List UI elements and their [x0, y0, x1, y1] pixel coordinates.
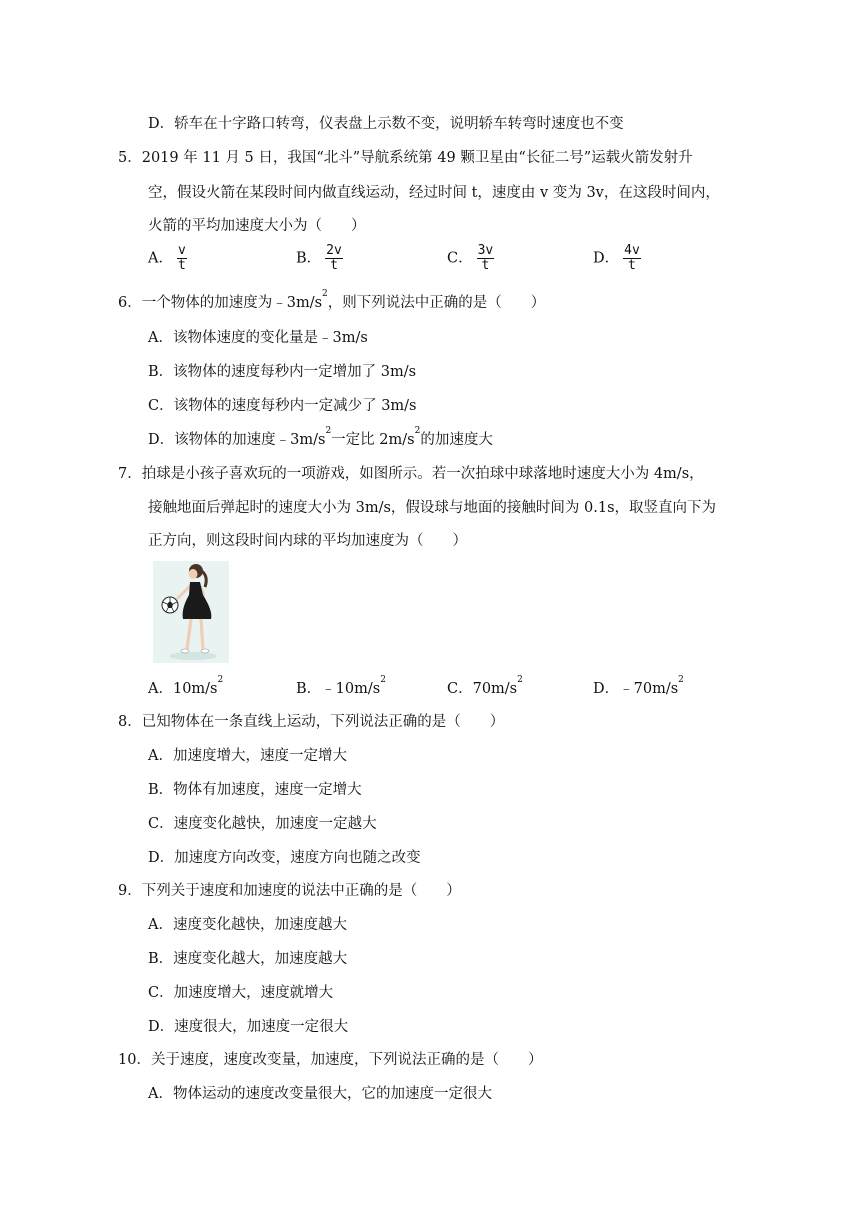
q5-stem-line3: 火箭的平均加速度大小为（ ） [148, 218, 366, 234]
superscript: 2 [380, 675, 386, 685]
q8-option-c: C．速度变化越快，加速度一定越大 [148, 816, 377, 832]
q6-stem-text-end: ，则下列说法中正确的是（ ） [327, 295, 546, 311]
q5-option-b [296, 244, 343, 273]
q7-stem-line3: 正方向，则这段时间内球的平均加速度为（ ） [148, 533, 467, 549]
fraction [325, 244, 343, 273]
q6-option-a: A．该物体速度的变化量是﹣3m/s [148, 330, 368, 346]
fraction-denominator: t [177, 258, 186, 273]
q6-stem-text: 6．一个物体的加速度为﹣3m/s [118, 295, 323, 311]
q6-option-d-text: D．该物体的加速度﹣3m/s [148, 432, 326, 448]
q6-option-c: C．该物体的速度每秒内一定减少了 3m/s [148, 398, 417, 414]
fraction-numerator: 2v [326, 243, 342, 258]
q5-option-d-letter: D． [593, 250, 620, 267]
fraction-numerator: 4v [624, 243, 640, 258]
q7-option-d-text: D．﹣70m/s [593, 681, 679, 697]
q5-option-b-letter: B． [296, 250, 322, 267]
fraction-numerator: 3v [477, 243, 494, 258]
q7-option-a-text: A．10m/s [148, 681, 218, 697]
q7-stem-line1: 7．拍球是小孩子喜欢玩的一项游戏，如图所示。若一次拍球中球落地时速度大小为 4m/s， [118, 466, 704, 482]
superscript: 2 [517, 675, 523, 685]
q6-option-b: B．该物体的速度每秒内一定增加了 3m/s [148, 364, 417, 380]
q7-option-b [296, 677, 386, 698]
q6-option-d-text-end: 的加速度大 [420, 432, 493, 448]
q6-option-d-text-mid: 一定比 2m/s [331, 432, 415, 448]
girl-bouncing-ball-illustration [153, 561, 229, 663]
q5-option-d [593, 244, 641, 273]
q8-option-b: B．物体有加速度，速度一定增大 [148, 782, 362, 798]
superscript: 2 [322, 289, 328, 299]
q9-option-b: B．速度变化越大，加速度越大 [148, 951, 348, 967]
q9-stem: 9．下列关于速度和加速度的说法中正确的是（ ） [118, 883, 461, 899]
girl-with-ball-icon [153, 561, 229, 663]
q6-stem [118, 291, 545, 312]
q7-option-b-text: B．﹣10m/s [296, 681, 381, 697]
q4-option-d: D．轿车在十字路口转弯，仪表盘上示数不变，说明轿车转弯时速度也不变 [148, 116, 624, 132]
fraction-numerator: v [177, 243, 186, 258]
q6-option-d [148, 428, 493, 449]
q5-stem-line2: 空，假设火箭在某段时间内做直线运动，经过时间 t，速度由 v 变为 3v，在这段时间内， [148, 185, 720, 201]
q9-option-a: A．速度变化越快，加速度越大 [148, 917, 347, 933]
fraction-denominator: t [481, 258, 490, 273]
q9-option-d: D．速度很大，加速度一定很大 [148, 1019, 349, 1035]
superscript: 2 [325, 426, 332, 436]
q5-option-a-letter: A． [148, 250, 173, 267]
superscript: 2 [414, 426, 421, 436]
q5-option-c [447, 244, 494, 273]
q8-stem: 8．已知物体在一条直线上运动，下列说法正确的是（ ） [118, 714, 505, 730]
q10-option-a: A．物体运动的速度改变量很大，它的加速度一定很大 [148, 1086, 492, 1102]
superscript: 2 [678, 675, 684, 685]
q5-option-a [148, 244, 187, 273]
q7-option-d [593, 677, 684, 698]
q10-stem: 10．关于速度，速度改变量，加速度，下列说法正确的是（ ） [118, 1052, 543, 1068]
q7-stem-line2: 接触地面后弹起时的速度大小为 3m/s，假设球与地面的接触时间为 0.1s，取竖直向下为 [148, 500, 717, 516]
q5-stem-line1: 5．2019 年 11 月 5 日，我国“北斗”导航系统第 49 颗卫星由“长征二号”运载火箭发射升 [118, 150, 693, 166]
superscript: 2 [217, 675, 224, 685]
q8-option-d: D．加速度方向改变，速度方向也随之改变 [148, 850, 421, 866]
fraction [623, 244, 641, 273]
q8-option-a: A．加速度增大，速度一定增大 [148, 748, 347, 764]
q5-option-c-letter: C． [447, 250, 473, 267]
q9-option-c: C．加速度增大，速度就增大 [148, 985, 334, 1001]
fraction-denominator: t [628, 258, 636, 273]
q7-option-a [148, 677, 223, 698]
q7-option-c [447, 677, 523, 698]
q7-option-c-text: C．70m/s [447, 681, 518, 697]
fraction [177, 244, 187, 273]
fraction [477, 244, 495, 273]
fraction-denominator: t [330, 258, 338, 273]
